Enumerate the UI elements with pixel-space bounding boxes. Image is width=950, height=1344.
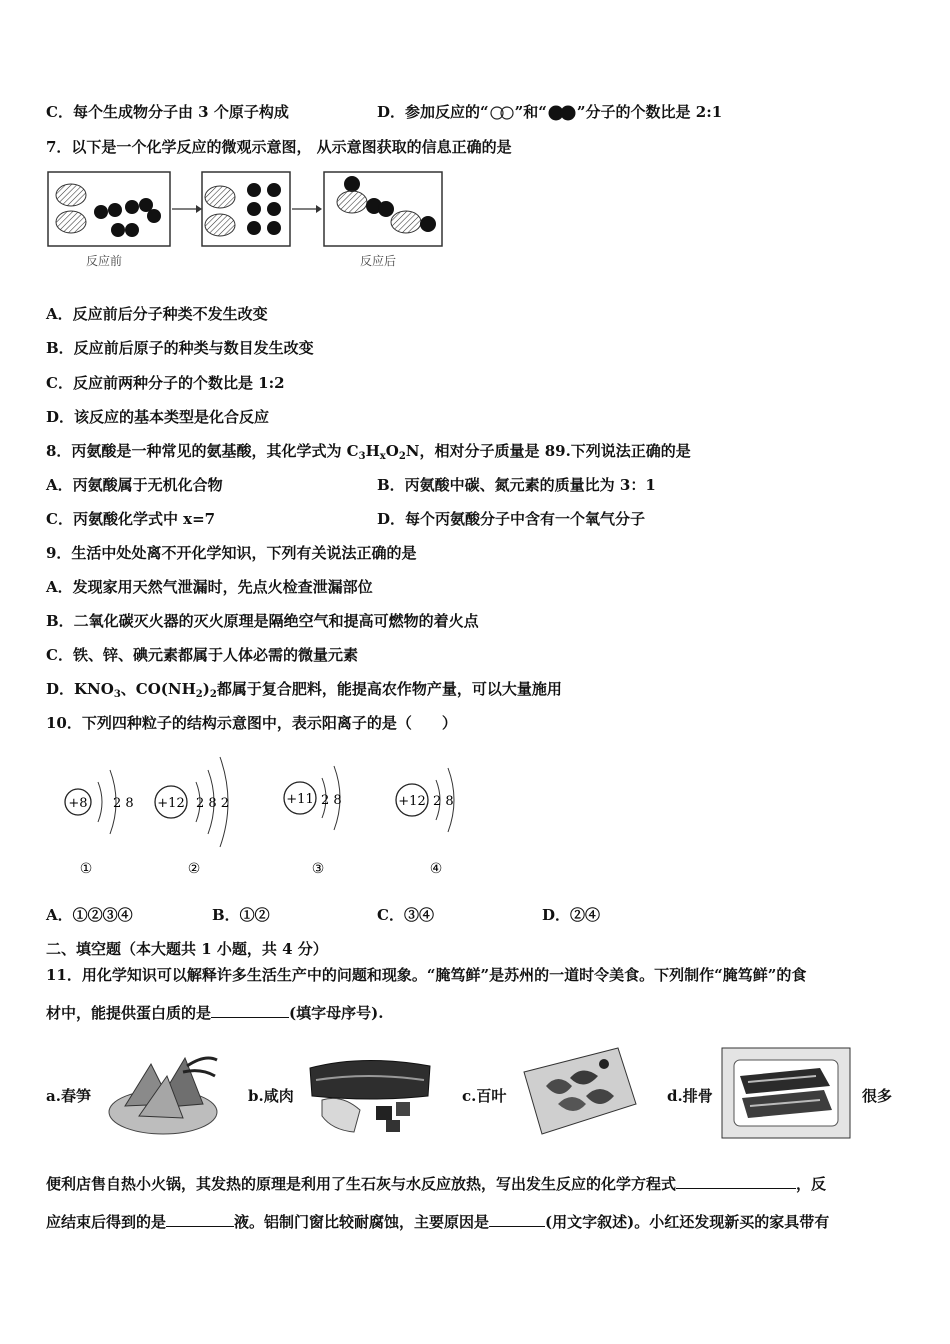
q8-option-d: D．每个丙氨酸分子中含有一个氧气分子 bbox=[377, 510, 646, 528]
spring-bamboo-shoot-image bbox=[105, 1046, 220, 1138]
food-d-label: d.排骨 bbox=[667, 1087, 713, 1105]
q11-line-1: 11．用化学知识可以解释许多生活生产中的问题和现象。“腌笃鲜”是苏州的一道时令美食。下列制作“腌笃鲜”的食 bbox=[46, 966, 807, 984]
q9-stem: 9．生活中处处离不开化学知识，下列有关说法正确的是 bbox=[46, 544, 417, 562]
q11-after-foods: 很多 bbox=[862, 1087, 893, 1105]
q8-option-c: C．丙氨酸化学式中 x=7 bbox=[46, 510, 216, 528]
atom-diagram-1 bbox=[65, 770, 134, 877]
black-atom bbox=[247, 183, 261, 197]
q11-line-4-pre: 应结束后得到的是 bbox=[46, 1213, 167, 1231]
atom-2-nucleus: +12 bbox=[157, 796, 185, 811]
q8-sub-x: x bbox=[379, 451, 386, 462]
food-a-label: a.春笋 bbox=[46, 1087, 91, 1105]
black-atom bbox=[247, 221, 261, 235]
q9-option-b: B．二氧化碳灭火器的灭火原理是隔绝空气和提高可燃物的着火点 bbox=[46, 612, 479, 630]
q9-option-d bbox=[46, 679, 562, 705]
open-circle-molecule-icon bbox=[489, 106, 515, 120]
black-atom bbox=[267, 183, 281, 197]
q6-option-d bbox=[377, 102, 722, 122]
q10-option-d: D．②④ bbox=[542, 906, 601, 924]
q8-option-a: A．丙氨酸属于无机化合物 bbox=[46, 476, 223, 494]
q9-option-c: C．铁、锌、碘元素都属于人体必需的微量元素 bbox=[46, 646, 358, 664]
q9-d-sub3: 3 bbox=[113, 689, 121, 700]
q10-option-b: B．①② bbox=[212, 906, 270, 924]
hatched-atom bbox=[205, 186, 235, 208]
caption-before: 反应前 bbox=[86, 254, 123, 268]
q9-d-pre: D．KNO bbox=[46, 680, 114, 698]
q8-h: H bbox=[365, 442, 380, 460]
q7-option-d: D．该反应的基本类型是化合反应 bbox=[46, 408, 270, 426]
q11-blank-equation[interactable] bbox=[676, 1173, 796, 1189]
q6-option-d-post: ”分子的个数比是 2:1 bbox=[576, 103, 723, 121]
black-atom bbox=[378, 201, 394, 217]
black-atom bbox=[267, 221, 281, 235]
q8-stem bbox=[46, 441, 691, 467]
black-atom bbox=[420, 216, 436, 232]
q11-line-4-mid: 液。铝制门窗比较耐腐蚀，主要原因是 bbox=[234, 1213, 490, 1231]
q10-option-a: A．①②③④ bbox=[46, 906, 133, 924]
q8-stem-post: N，相对分子质量是 89.下列说法正确的是 bbox=[405, 442, 691, 460]
atom-3-nucleus: +11 bbox=[286, 792, 314, 807]
q6-option-d-mid: ”和“ bbox=[514, 103, 547, 121]
q7-reaction-diagram bbox=[46, 170, 446, 250]
q11-line-2-post: (填字母序号). bbox=[289, 1004, 384, 1022]
black-atom bbox=[147, 209, 161, 223]
atom-4-shells: 2 8 bbox=[433, 794, 454, 809]
arrow-icon bbox=[316, 205, 322, 213]
food-c-label: c.百叶 bbox=[462, 1087, 507, 1105]
atom-1-label: ① bbox=[79, 861, 93, 877]
q8-sub-3: 3 bbox=[358, 451, 366, 462]
atom-2-shells: 2 8 2 bbox=[196, 796, 230, 811]
q11-line-3 bbox=[46, 1173, 826, 1194]
q11-line-2 bbox=[46, 1002, 383, 1023]
black-atom bbox=[267, 202, 281, 216]
atom-3-label: ③ bbox=[311, 861, 325, 877]
atom-diagram-3 bbox=[284, 766, 342, 877]
q10-atom-diagrams bbox=[56, 752, 476, 882]
q10-stem: 10．下列四种粒子的结构示意图中，表示阳离子的是（ ） bbox=[46, 714, 457, 732]
q9-d-paren: ) bbox=[202, 680, 210, 698]
pork-ribs-image bbox=[720, 1046, 852, 1140]
q7-option-a: A．反应前后分子种类不发生改变 bbox=[46, 305, 268, 323]
q9-d-post: 都属于复合肥料，能提高农作物产量，可以大量施用 bbox=[216, 680, 562, 698]
black-atom bbox=[111, 223, 125, 237]
atom-4-label: ④ bbox=[429, 861, 443, 877]
section-2-title: 二、填空题（本大题共 1 小题，共 4 分） bbox=[46, 940, 328, 958]
caption-after: 反应后 bbox=[360, 254, 397, 268]
q6-option-c: C．每个生成物分子由 3 个原子构成 bbox=[46, 103, 289, 121]
q11-line-4-post: (用文字叙述)。小红还发现新买的家具带有 bbox=[545, 1213, 830, 1231]
atom-3-shells: 2 8 bbox=[321, 793, 342, 808]
hatched-atom bbox=[391, 211, 421, 233]
q7-option-b: B．反应前后原子的种类与数目发生改变 bbox=[46, 339, 314, 357]
filled-circle-molecule-icon bbox=[547, 105, 577, 121]
q7-stem: 7．以下是一个化学反应的微观示意图， 从示意图获取的信息正确的是 bbox=[46, 138, 512, 156]
tofu-skin-image bbox=[518, 1042, 640, 1140]
atom-diagram-2 bbox=[155, 757, 229, 877]
q8-stem-pre: 8．丙氨酸是一种常见的氨基酸，其化学式为 C bbox=[46, 442, 359, 460]
q8-sub-2: 2 bbox=[398, 451, 406, 462]
q9-d-sub2a: 2 bbox=[195, 689, 203, 700]
q6-option-d-pre: D．参加反应的“ bbox=[377, 103, 489, 121]
q8-o: O bbox=[385, 442, 399, 460]
hatched-atom bbox=[56, 211, 86, 233]
q8-option-b: B．丙氨酸中碳、氮元素的质量比为 3：1 bbox=[377, 476, 656, 494]
atom-2-label: ② bbox=[187, 861, 201, 877]
black-atom bbox=[125, 200, 139, 214]
atom-1-nucleus: +8 bbox=[68, 796, 88, 811]
arrow-icon bbox=[196, 205, 202, 213]
q7-option-c: C．反应前两种分子的个数比是 1:2 bbox=[46, 374, 285, 392]
q11-blank-reason[interactable] bbox=[489, 1211, 545, 1227]
hatched-atom bbox=[56, 184, 86, 206]
q9-d-mid: 、CO(NH bbox=[120, 680, 196, 698]
q11-line-3-post: ，反 bbox=[796, 1175, 827, 1193]
hatched-atom bbox=[205, 214, 235, 236]
black-atom bbox=[125, 223, 139, 237]
black-atom bbox=[247, 202, 261, 216]
atom-4-nucleus: +12 bbox=[398, 794, 426, 809]
hatched-atom bbox=[337, 191, 367, 213]
food-b-label: b.咸肉 bbox=[248, 1087, 294, 1105]
q11-line-3-pre: 便利店售自热小火锅，其发热的原理是利用了生石灰与水反应放热，写出发生反应的化学方程式 bbox=[46, 1175, 677, 1193]
q10-option-c: C．③④ bbox=[377, 906, 434, 924]
q11-blank-solution[interactable] bbox=[166, 1211, 234, 1227]
q9-d-sub2b: 2 bbox=[209, 689, 217, 700]
black-atom bbox=[108, 203, 122, 217]
atom-1-shells: 2 8 bbox=[113, 796, 134, 811]
q11-line-2-pre: 材中，能提供蛋白质的是 bbox=[46, 1004, 212, 1022]
black-atom bbox=[344, 176, 360, 192]
salted-pork-image bbox=[302, 1050, 437, 1138]
q11-line-4 bbox=[46, 1211, 829, 1232]
q11-blank-protein[interactable] bbox=[211, 1002, 289, 1018]
atom-diagram-4 bbox=[396, 768, 454, 877]
q9-option-a: A．发现家用天然气泄漏时，先点火检查泄漏部位 bbox=[46, 578, 373, 596]
black-atom bbox=[94, 205, 108, 219]
